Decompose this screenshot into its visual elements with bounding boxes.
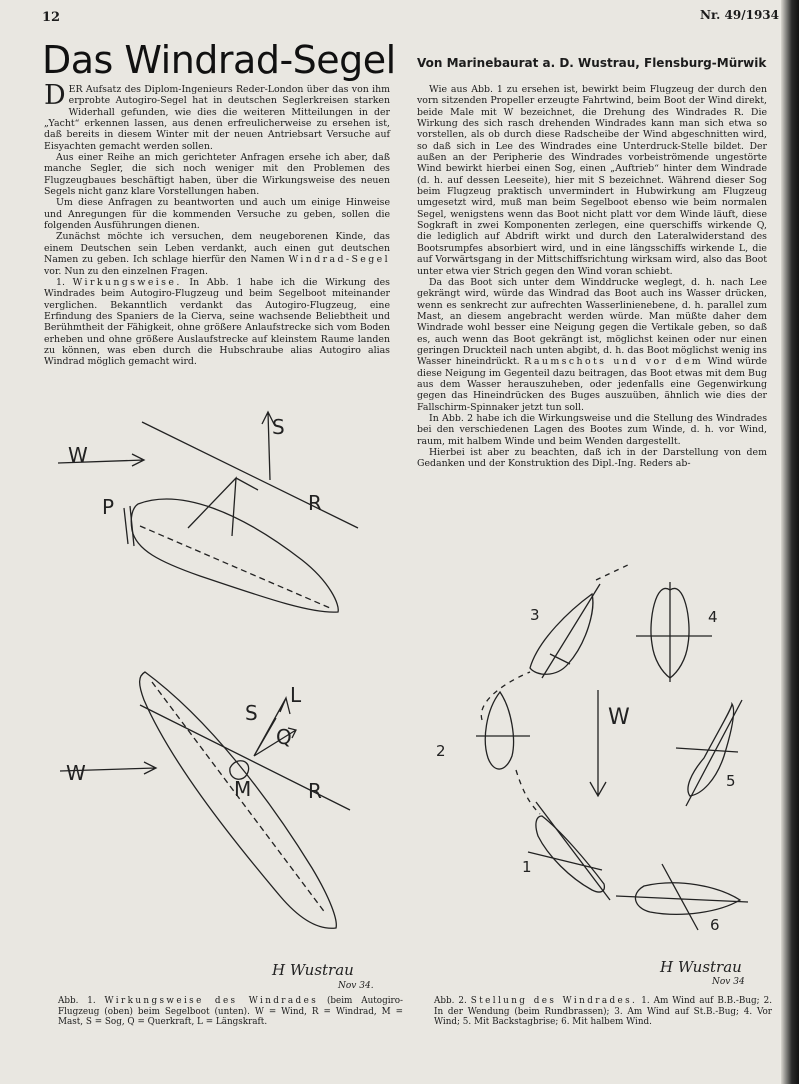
- label-5: 5: [726, 772, 736, 790]
- label-6: 6: [710, 916, 720, 934]
- label-4: 4: [708, 608, 718, 626]
- label-P: P: [102, 495, 115, 519]
- label-R-lower: R: [308, 779, 322, 803]
- boat-2: [485, 692, 513, 769]
- article-title: Das Windrad-Segel: [42, 38, 396, 82]
- label-1: 1: [522, 858, 532, 876]
- boat-6: [635, 883, 740, 915]
- label-W-fig2: W: [608, 705, 630, 730]
- article-byline: Von Marinebaurat a. D. Wustrau, Flensburg-Mürwik: [417, 56, 767, 70]
- label-2: 2: [436, 742, 446, 760]
- label-W-lower: W: [66, 761, 86, 785]
- wind-arrow-fig2: [590, 690, 606, 796]
- signature-1: H Wustrau: [272, 961, 354, 979]
- label-3: 3: [530, 606, 540, 624]
- figure-1-caption: Abb. 1. Wirkungsweise des Windrades (beim Autogiro-Flugzeug (oben) beim Segelboot (unten). W = Wind, R = Windrad, M = Mast, S = Sog, Q = Querkraft, L = Längskraft.: [58, 996, 404, 1028]
- boat-1: [536, 816, 604, 892]
- signature-date-1: Nov 34.: [338, 981, 374, 990]
- paragraph: Hierbei ist aber zu beachten, daß ich in der Darstellung von dem Gedanken und der Konstruktion des Dipl.-Ing. Reders ab-: [417, 447, 767, 470]
- paragraph: In Abb. 2 habe ich die Wirkungsweise und die Stellung des Windrades bei den verschiedenen Lagen des Bootes zum Winde, d. h. vor Wind, raum, mit halbem Winde und beim Wenden dargestellt.: [417, 412, 767, 447]
- paragraph: 1. Wirkungsweise. In Abb. 1 habe ich die Wirkung des Windrades beim Autogiro-Flugzeug und beim Segelboot miteinander verglichen. Bekanntlich verdankt das Autogiro-Flugzeug, eine Erfindung des Spaniers de la Cierva, seine wachsende Beliebtheit und Berühmtheit der Fähigkeit, ohne größere Anlaufstrecke sich vom Boden erheben und ohne größere Auslaufstrecke auf kleinstem Raume landen zu können, was eben durch die Hubschraube alias Autogiro alias Windrad möglich gemacht wird.: [44, 276, 390, 368]
- signature-2: H Wustrau: [660, 958, 742, 976]
- issue-number: Nr. 49/1934: [699, 8, 779, 22]
- left-column: [44, 80, 390, 368]
- figure-2: [420, 560, 780, 990]
- signature-date-2: Nov 34: [712, 977, 745, 987]
- page-number: 12: [42, 10, 61, 25]
- paragraph: Um diese Anfragen zu beantworten und auch um einige Hinweise und Anregungen für die kommenden Versuche zu geben, sollen die folgenden Ausführungen dienen.: [44, 197, 390, 232]
- label-Q: Q: [276, 725, 292, 749]
- rotor-mast: [188, 478, 258, 536]
- paragraph: Da das Boot sich unter dem Winddrucke weglegt, d. h. nach Lee gekrängt wird, würde das Windrad das Boot auch ins Wasser drücken, wenn es senkrecht zur aufrechten Wasserlinienebene, d. h. parallel zum Mast, an diesem angebracht werden würde. Man müßte daher dem Windrade wohl besser eine Neigung gegen die Vertikale geben, so daß es, auch wenn das Boot gekrängt ist, möglichst keinen oder nur einen geringen Druckteil nach unten abgibt, d. h. das Boot möglichst wenig ins Wasser hineindrückt. Raumschots und vor dem Wind würde diese Neigung im Gegenteil dazu beitragen, das Boot etwas mit dem Bug aus dem Wasser herauszuheben, oder jedenfalls eine Gegenwirkung gegen das Hineindrücken des Buges auszuüben, ähnlich wie dies der Fallschirm-Spinnaker jetzt tun soll.: [417, 276, 768, 413]
- rotor-line-upper: [142, 422, 358, 528]
- paragraph: Aus einer Reihe an mich gerichteter Anfragen ersehe ich aber, daß manche Segler, die sich noch weniger mit den Problemen des Flugzeugbaues beschäftigt haben, über die Wirkungsweise des neuen Segels nicht ganz klare Vorstellungen haben.: [44, 152, 390, 198]
- label-L: L: [290, 683, 302, 707]
- paragraph: DER Aufsatz des Diplom-Ingenieurs Reder-London über das von ihm erprobte Autogiro-Segel hat in deutschen Seglerkreisen starken Widerhall gefunden, wie dies die weiteren Mitteilungen in der „Yacht“ erkennen lassen, aus denen erfreulicherweise zu ersehen ist, daß bereits in diesem Winter mit der neuen Antriebsart Versuche auf Eisyachten gemacht werden sollen.: [44, 80, 390, 152]
- label-M: M: [234, 777, 252, 801]
- paragraph: Zunächst möchte ich versuchen, dem neugeborenen Kinde, das einem Deutschen sein Leben verdankt, auch einen gut deutschen Namen zu geben. Ich schlage hierfür den Namen Windrad-Segel vor. Nun zu den einzelnen Fragen.: [44, 231, 390, 277]
- label-S-lower: S: [245, 701, 258, 725]
- right-column: [417, 84, 767, 470]
- binding-shadow: [781, 0, 799, 1084]
- label-S-upper: S: [272, 415, 285, 439]
- drop-cap: D: [44, 80, 66, 111]
- figure-1: [40, 400, 410, 990]
- paragraph: Wie aus Abb. 1 zu ersehen ist, bewirkt beim Flugzeug der durch den vorn sitzenden Propeller erzeugte Fahrtwind, beim Boot der Wind direkt, beide Male mit W bezeichnet, die Drehung des Windrades R. Die Wirkung des sich rasch drehenden Windrades kann man sich etwa so vorstellen, als ob durch diese Radscheibe der Wind abgeschnitten wird, so daß sich in Lee des Windrades eine Unterdruck-Stelle bildet. Der außen an der Peripherie des Windrades vorbeiströmende ungestörte Wind bewirkt hierbei einen Sog, einen „Auftrieb“ hinter dem Windrade (d. h. auf dessen Leeseite), hier mit S bezeichnet. Während dieser Sog beim Flugzeug praktisch unvermindert in Hubwirkung am Flugzeug umgesetzt wird, muß man beim Segelboot ebenso wie beim normalen Segel, wenigstens wenn das Boot nicht platt vor dem Winde läuft, diese Sogkraft in zwei Komponenten zerlegen, eine querschiffs wirkende Q, die lediglich auf Abdrift wirkt und durch den Lateralwiderstand des Bootsrumpfes absorbiert wird, und in eine längsschiffs wirkende L, die auf Vorwärtsgang in der Mittschiffsrichtung wirksam wird, also das Boot unter etwa vier Strich gegen den Wind voran schiebt.: [417, 84, 767, 277]
- figure-2-caption: Abb. 2. Stellung des Windrades. 1. Am Wind auf B.B.-Bug; 2. In der Wendung (beim Rundbrassen); 3. Am Wind auf St.B.-Bug; 4. Vor Wind; 5. Mit Backstagbrise; 6. Mit halbem Wind.: [434, 996, 772, 1028]
- label-R-upper: R: [308, 491, 322, 515]
- airplane-fuselage: [131, 499, 338, 612]
- label-W-upper: W: [68, 443, 88, 467]
